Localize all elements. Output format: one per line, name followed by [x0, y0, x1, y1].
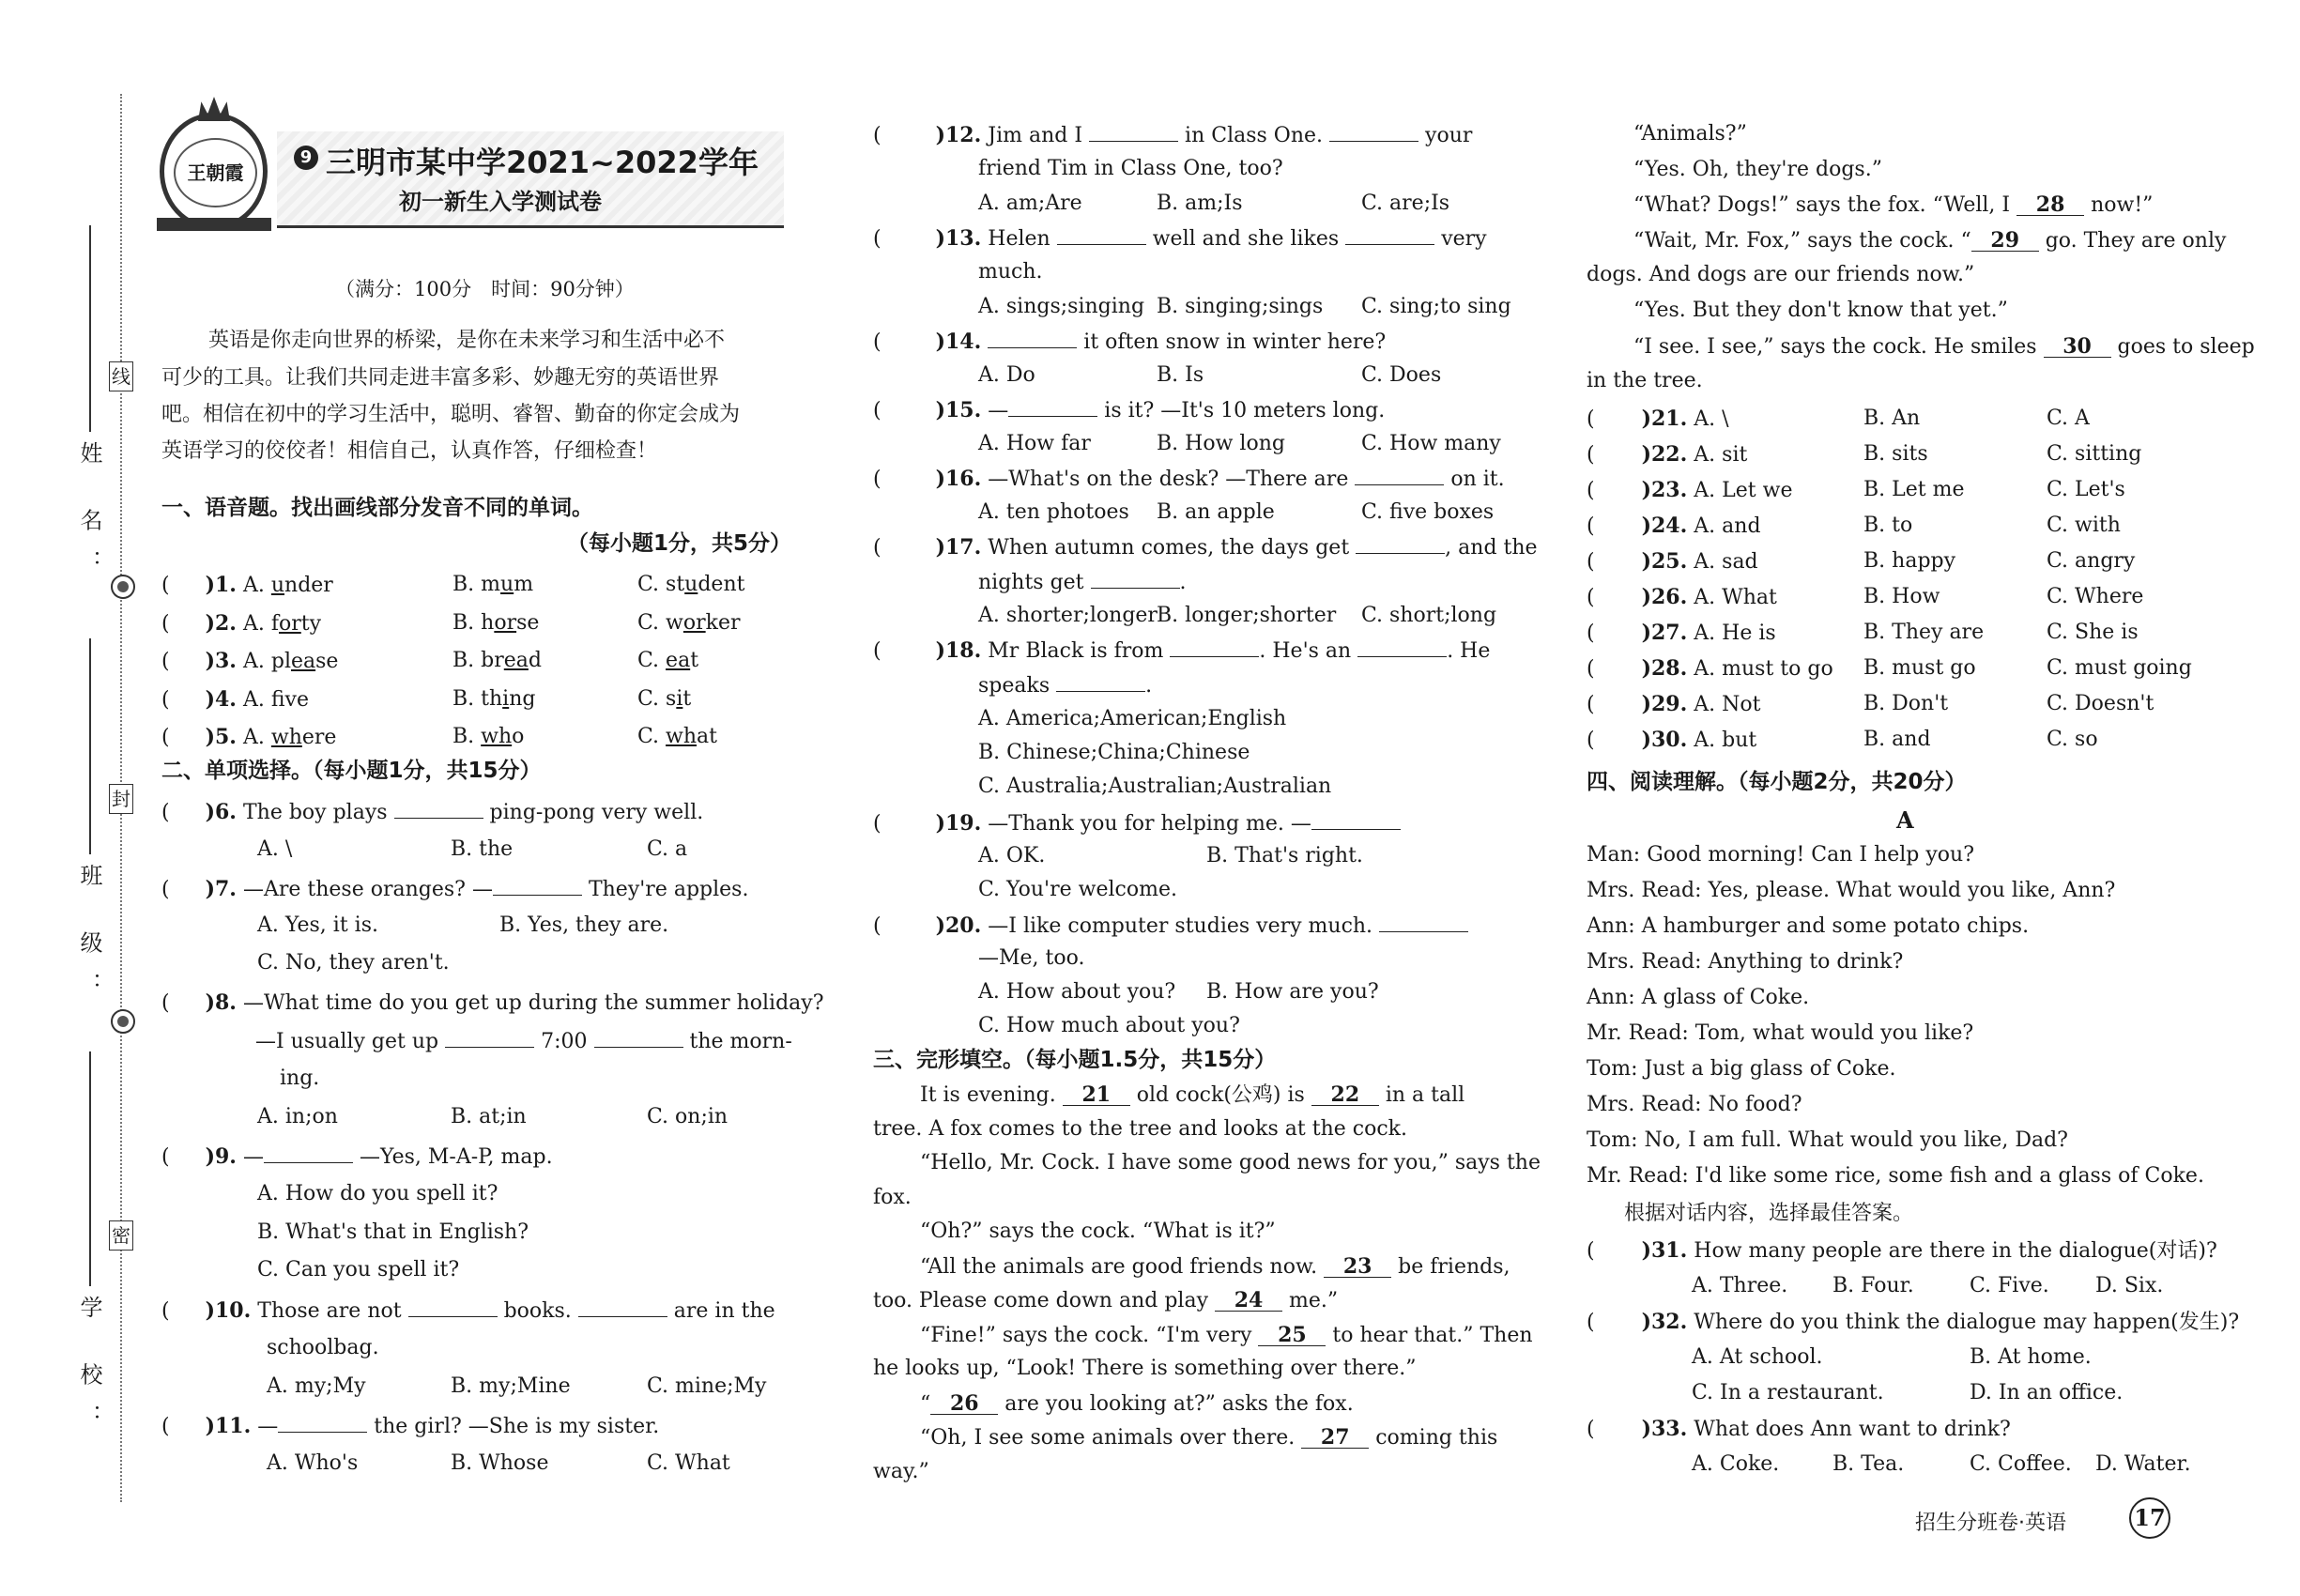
seal-char-seal: 封: [109, 784, 133, 814]
exam-subtitle: 初一新生入学测试卷: [399, 189, 602, 215]
option-a[interactable]: A. Coke.: [1692, 1452, 1780, 1476]
option-c[interactable]: C. A: [2047, 407, 2090, 430]
cloze-option-row: ( )26. A. What: [1587, 585, 1777, 609]
option-b[interactable]: B. What's that in English?: [257, 1220, 529, 1244]
blank[interactable]: [1089, 124, 1178, 142]
option-a[interactable]: A. Not: [1694, 693, 1761, 716]
question-10: ( )10. Those are not books. are in the: [161, 1298, 775, 1323]
question-6: ( )6. The boy plays ping-pong very well.: [161, 800, 704, 824]
question-16: ( )16. —What's on the desk? —There are on it.: [873, 467, 1505, 491]
option-c[interactable]: C. mine;My: [647, 1374, 767, 1398]
binding-hole-icon: [111, 575, 135, 599]
option-c[interactable]: C. Coffee.: [1970, 1452, 2072, 1476]
dialogue-line: Mr. Read: Tom, what would you like?: [1587, 1021, 1974, 1045]
phonetics-question: ( )3. A. please: [161, 649, 339, 673]
blank[interactable]: [1170, 639, 1259, 657]
passage-line: too. Please come down and play 24 me.”: [873, 1288, 1339, 1312]
passage-line: “Yes. But they don't know that yet.”: [1633, 299, 2008, 322]
logo-text: 王朝霞: [174, 138, 257, 207]
option-b[interactable]: B. Whose: [451, 1451, 549, 1475]
question-13: ( )13. Helen well and she likes very: [873, 226, 1487, 251]
option-b[interactable]: B. Is: [1157, 363, 1204, 387]
blank[interactable]: [1329, 124, 1418, 142]
blank[interactable]: [1355, 468, 1444, 485]
option-c[interactable]: C. Five.: [1970, 1274, 2049, 1297]
cloze-blank[interactable]: 30: [2044, 336, 2111, 358]
blank[interactable]: [408, 1299, 498, 1317]
seal-char-secret: 密: [109, 1220, 133, 1251]
dialogue-line: Man: Good morning! Can I help you?: [1587, 843, 1975, 867]
option-c[interactable]: C. No, they aren't.: [257, 951, 450, 974]
passage-line: “All the animals are good friends now. 23 be friends,: [920, 1253, 1510, 1279]
cloze-option-row: ( )23. A. Let we: [1587, 478, 1793, 502]
passage-line: “Yes. Oh, they're dogs.”: [1633, 157, 1882, 181]
option-c[interactable]: C. sing;to sing: [1361, 295, 1511, 318]
option-b[interactable]: B. must go: [1863, 656, 1976, 680]
phonetics-question: ( )1. A. under: [161, 573, 333, 597]
cloze-blank[interactable]: 22: [1311, 1084, 1379, 1106]
page-number: 17: [2129, 1497, 2170, 1539]
cloze-blank[interactable]: 25: [1258, 1325, 1326, 1346]
option-a[interactable]: A. where: [242, 726, 337, 749]
option-a[interactable]: A. Three.: [1692, 1274, 1788, 1297]
section-heading: 三、完形填空。（每小题1.5分，共15分）: [873, 1048, 1277, 1072]
phonetics-question: ( )5. A. where: [161, 725, 337, 749]
blank[interactable]: [264, 1145, 353, 1163]
section-heading: 二、单项选择。（每小题1分，共15分）: [161, 759, 542, 783]
dialogue-line: Mr. Read: I'd like some rice, some fish and a glass of Coke.: [1587, 1164, 2204, 1188]
option-a[interactable]: A. sings;singing: [978, 295, 1145, 318]
passage-line: “I see. I see,” says the cock. He smiles 30 goes to sleep: [1633, 333, 2255, 359]
passage-line: “ 26 are you looking at?” asks the fox.: [920, 1390, 1354, 1416]
cloze-blank[interactable]: 26: [930, 1393, 998, 1415]
option-c[interactable]: C. Can you spell it?: [257, 1258, 460, 1281]
passage-line: he looks up, “Look! There is something over there.”: [873, 1357, 1417, 1380]
question-19: ( )19. —Thank you for helping me. —: [873, 812, 1401, 835]
option-b[interactable]: B. who: [452, 725, 525, 748]
option-b[interactable]: B. At home.: [1970, 1345, 2092, 1369]
section-heading: 四、阅读理解。（每小题2分，共20分）: [1587, 770, 1967, 794]
option-d[interactable]: D. Six.: [2095, 1274, 2164, 1297]
option-b[interactable]: B. mum: [452, 573, 534, 596]
name-label: 姓 名：: [76, 441, 102, 591]
question-20-line2: —Me, too.: [978, 946, 1085, 970]
blank[interactable]: [1057, 227, 1146, 245]
option-b[interactable]: B. Chinese;China;Chinese: [978, 741, 1250, 764]
cloze-option-row: ( )24. A. and: [1587, 514, 1761, 538]
school-label: 学 校：: [76, 1296, 102, 1446]
option-a[interactable]: A. What: [1694, 586, 1777, 609]
cloze-blank[interactable]: 27: [1301, 1427, 1369, 1449]
dialogue-line: Tom: No, I am full. What would you like, Dad?: [1587, 1128, 2068, 1152]
option-b[interactable]: B. Let me: [1863, 478, 1965, 501]
option-b[interactable]: B. singing;sings: [1157, 295, 1324, 318]
option-b[interactable]: B. sits: [1863, 442, 1928, 466]
option-a[interactable]: A. Who's: [267, 1451, 359, 1475]
option-c[interactable]: C. How many: [1361, 432, 1501, 455]
blank[interactable]: [445, 1030, 534, 1048]
cloze-option-row: ( )27. A. He is: [1587, 621, 1776, 645]
option-a[interactable]: A. sit: [1694, 443, 1748, 467]
passage-line: “Oh, I see some animals over there. 27 coming this: [920, 1425, 1498, 1450]
question-18: ( )18. Mr Black is from . He's an . He: [873, 638, 1491, 663]
blank[interactable]: [1008, 399, 1097, 417]
option-a[interactable]: A. am;Are: [978, 192, 1082, 215]
intro-line: 英语学习的佼佼者！相信自己，认真作答，仔细检查！: [161, 439, 658, 463]
option-a[interactable]: A. must to go: [1694, 657, 1833, 681]
question-8-line3: ing.: [280, 1067, 320, 1090]
option-b[interactable]: B. horse: [452, 610, 540, 635]
intro-line: 吧。相信在初中的学习生活中，聪明、睿智、勤奋的你定会成为: [161, 403, 741, 426]
option-b[interactable]: B. How are you?: [1206, 980, 1379, 1004]
option-a[interactable]: A. please: [242, 650, 339, 673]
option-c[interactable]: C. eat: [637, 649, 699, 672]
option-b[interactable]: B. An: [1863, 407, 1921, 430]
option-b[interactable]: B. bread: [452, 649, 542, 672]
question-13-line2: much.: [978, 260, 1043, 284]
blank[interactable]: [1311, 812, 1401, 830]
option-c[interactable]: C. Where: [2047, 585, 2144, 608]
option-c[interactable]: C. with: [2047, 514, 2121, 537]
phonetics-question: ( )4. A. fve: [161, 686, 309, 712]
option-a[interactable]: A. He is: [1694, 622, 1776, 645]
blank[interactable]: [1356, 536, 1445, 554]
right-column: [1587, 0, 2255, 1596]
question-33: ( )33. What does Ann want to drink?: [1587, 1417, 2011, 1441]
option-c[interactable]: C. what: [637, 725, 718, 748]
blank[interactable]: [1379, 914, 1468, 932]
option-c[interactable]: C. Doesn't: [2047, 692, 2154, 715]
option-b[interactable]: B. thing: [452, 686, 536, 711]
phonetics-question: ( )2. A. forty: [161, 610, 322, 636]
option-a[interactable]: A. At school.: [1692, 1345, 1823, 1369]
option-c[interactable]: C. angry: [2047, 549, 2136, 573]
passage-line: “Wait, Mr. Fox,” says the cock. “ 29 go. They are only: [1633, 227, 2227, 253]
question-15: ( )15. — is it? —It's 10 meters long.: [873, 398, 1386, 422]
cloze-blank[interactable]: 29: [1971, 230, 2039, 252]
exam-title: 三明市某中学2021~2022学年: [326, 145, 759, 180]
option-c[interactable]: C. Australia;Australian;Australian: [978, 775, 1332, 798]
option-d[interactable]: D. Water.: [2095, 1452, 2191, 1476]
passage-line: “Oh?” says the cock. “What is it?”: [920, 1220, 1276, 1243]
option-b[interactable]: B. Yes, they are.: [499, 913, 669, 937]
blank[interactable]: [493, 878, 582, 896]
option-a[interactable]: A. sad: [1694, 550, 1758, 574]
option-a[interactable]: A. but: [1694, 729, 1757, 752]
option-c[interactable]: C. In a restaurant.: [1692, 1381, 1884, 1404]
option-b[interactable]: B. That's right.: [1206, 844, 1363, 867]
blank[interactable]: [1357, 639, 1447, 657]
passage-line: “What? Dogs!” says the fox. “Well, I 28 now!”: [1633, 192, 2154, 218]
option-b[interactable]: B. and: [1863, 728, 1931, 751]
dialogue-line: Ann: A hamburger and some potato chips.: [1587, 914, 2030, 938]
option-a[interactable]: A. my;My: [267, 1374, 366, 1398]
dialogue-line: Mrs. Read: Yes, please. What would you like, Ann?: [1587, 879, 2116, 902]
cloze-option-row: ( )29. A. Not: [1587, 692, 1761, 716]
intro-line: 可少的工具。让我们共同走进丰富多彩、妙趣无穷的英语世界: [161, 366, 720, 390]
option-a[interactable]: A. forty: [242, 611, 322, 636]
passage-line: way.”: [873, 1459, 929, 1483]
reading-instruction: 根据对话内容，选择最佳答案。: [1624, 1202, 1914, 1225]
cloze-option-row: ( )30. A. but: [1587, 728, 1757, 752]
option-d[interactable]: D. In an office.: [1970, 1381, 2124, 1404]
passage-line: “Fine!” says the cock. “I'm very 25 to hear that.” Then: [920, 1322, 1533, 1347]
option-b[interactable]: B. How: [1863, 585, 1940, 608]
dialogue-line: Ann: A glass of Coke.: [1587, 986, 1810, 1009]
option-c[interactable]: C. sit: [637, 686, 692, 711]
option-c[interactable]: C. short;long: [1361, 604, 1497, 627]
question-17-line2: nights get .: [978, 571, 1187, 594]
blank[interactable]: [1056, 674, 1145, 692]
cloze-option-row: ( )22. A. sit: [1587, 442, 1748, 467]
passage-line: It is evening. 21 old cock(公鸡) is 22 in a tall: [920, 1082, 1465, 1107]
option-c[interactable]: C. five boxes: [1361, 500, 1495, 524]
option-a[interactable]: A. How far: [978, 432, 1091, 455]
footer-label: 招生分班卷·英语: [1915, 1512, 2066, 1535]
option-b[interactable]: B. Tea.: [1832, 1452, 1905, 1476]
blank[interactable]: [278, 1415, 367, 1433]
option-b[interactable]: B. my;Mine: [451, 1374, 571, 1398]
left-column: [161, 0, 824, 1596]
option-b[interactable]: B. Don't: [1863, 692, 1949, 715]
blank[interactable]: [578, 1299, 667, 1317]
dialogue-line: Mrs. Read: Anything to drink?: [1587, 950, 1904, 974]
cloze-blank[interactable]: 24: [1215, 1290, 1282, 1312]
cloze-option-row: ( )28. A. must to go: [1587, 656, 1833, 681]
passage-line: dogs. And dogs are our friends now.”: [1587, 263, 1975, 287]
question-12: ( )12. Jim and I in Class One. your: [873, 123, 1473, 147]
intro-line: 英语是你走向世界的桥梁，是你在未来学习和生活中必不: [208, 329, 726, 352]
section-heading: 一、语音题。找出画线部分发音不同的单词。: [161, 496, 593, 520]
option-b[interactable]: B. Four.: [1832, 1274, 1914, 1297]
cloze-blank[interactable]: 23: [1324, 1256, 1391, 1278]
option-a[interactable]: A. Let we: [1694, 479, 1793, 502]
option-c[interactable]: C. Does: [1361, 363, 1442, 387]
option-a[interactable]: A. How do you spell it?: [257, 1182, 498, 1205]
option-a[interactable]: A. fve: [242, 687, 309, 712]
option-a[interactable]: A. OK.: [978, 844, 1046, 867]
class-field[interactable]: [89, 638, 91, 854]
question-12-line2: friend Tim in Class One, too?: [978, 157, 1283, 180]
score-time-info: （满分：100分 时间：90分钟）: [335, 278, 635, 300]
passage-line: fox.: [873, 1185, 912, 1209]
option-b[interactable]: B. at;in: [451, 1105, 527, 1128]
option-c[interactable]: C. How much about you?: [978, 1014, 1240, 1037]
option-c[interactable]: C. student: [637, 573, 745, 596]
option-a[interactable]: A. and: [1694, 514, 1761, 538]
section-points: （每小题1分，共5分）: [567, 531, 792, 556]
option-a[interactable]: A. ten photoes: [978, 500, 1129, 524]
question-14: ( )14. it often snow in winter here?: [873, 330, 1387, 354]
school-field[interactable]: [89, 1051, 91, 1286]
middle-column: [873, 0, 1541, 1596]
question-18-line2: speaks .: [978, 674, 1153, 698]
blank[interactable]: [594, 1030, 683, 1048]
passage-line: “Animals?”: [1633, 122, 1747, 146]
blank[interactable]: [988, 330, 1077, 348]
option-b[interactable]: B. an apple: [1157, 500, 1275, 524]
option-a[interactable]: A. in;on: [257, 1105, 338, 1128]
binding-hole-icon: [111, 1009, 135, 1034]
blank[interactable]: [1345, 227, 1434, 245]
option-a[interactable]: A. shorter;longer: [978, 604, 1158, 627]
option-c[interactable]: C. must going: [2047, 656, 2192, 680]
class-label: 班 级：: [76, 864, 102, 1014]
option-c[interactable]: C. on;in: [647, 1105, 728, 1128]
option-a[interactable]: A. under: [242, 574, 333, 597]
question-9: ( )9. — —Yes, M-A-P, map.: [161, 1144, 553, 1169]
option-a[interactable]: A. Yes, it is.: [257, 913, 378, 937]
cloze-option-row: ( )21. A. \: [1587, 407, 1729, 431]
passage-line: in the tree.: [1587, 369, 1703, 393]
passage-line: tree. A fox comes to the tree and looks at the cock.: [873, 1116, 1407, 1141]
option-c[interactable]: C. worker: [637, 610, 741, 635]
question-8: ( )8. —What time do you get up during the summer holiday?: [161, 990, 824, 1015]
option-c[interactable]: C. She is: [2047, 621, 2139, 644]
option-c[interactable]: C. What: [647, 1451, 730, 1475]
option-c[interactable]: C. You're welcome.: [978, 878, 1177, 901]
question-7: ( )7. —Are these oranges? — They're apples.: [161, 877, 749, 901]
option-b[interactable]: B. happy: [1863, 549, 1956, 573]
question-31: ( )31. How many people are there in the dialogue(对话)?: [1587, 1238, 2217, 1263]
seal-char-line: 线: [109, 361, 133, 391]
option-a[interactable]: A. How about you?: [978, 980, 1176, 1004]
option-c[interactable]: C. sitting: [2047, 442, 2142, 466]
option-a[interactable]: A. America;American;English: [978, 707, 1287, 730]
passage-label: A: [1896, 806, 1914, 834]
option-a[interactable]: A. Do: [978, 363, 1035, 387]
option-a[interactable]: A. \: [257, 837, 293, 861]
cloze-option-row: ( )25. A. sad: [1587, 549, 1758, 574]
exam-number-badge: 9: [294, 146, 318, 170]
name-field[interactable]: [89, 225, 91, 432]
blank[interactable]: [1091, 571, 1180, 589]
option-b[interactable]: B. longer;shorter: [1157, 604, 1337, 627]
option-a[interactable]: A. \: [1694, 407, 1729, 431]
option-b[interactable]: B. am;Is: [1157, 192, 1243, 215]
option-c[interactable]: C. a: [647, 837, 688, 861]
question-11: ( )11. — the girl? —She is my sister.: [161, 1414, 660, 1438]
passage-line: “Hello, Mr. Cock. I have some good news for you,” says the: [920, 1151, 1541, 1174]
option-b[interactable]: B. the: [451, 837, 514, 861]
dialogue-line: Mrs. Read: No food?: [1587, 1093, 1802, 1116]
cloze-blank[interactable]: 21: [1063, 1084, 1130, 1106]
question-10-line2: schoolbag.: [267, 1336, 379, 1359]
question-32: ( )32. Where do you think the dialogue may happen(发生)?: [1587, 1310, 2240, 1334]
option-c[interactable]: C. are;Is: [1361, 192, 1450, 215]
question-17: ( )17. When autumn comes, the days get , and the: [873, 535, 1538, 560]
option-c[interactable]: C. so: [2047, 728, 2098, 751]
cloze-blank[interactable]: 28: [2016, 194, 2084, 216]
option-c[interactable]: C. Let's: [2047, 478, 2125, 501]
option-b[interactable]: B. to: [1863, 514, 1913, 537]
option-b[interactable]: B. They are: [1863, 621, 1985, 644]
question-8-line2: —I usually get up 7:00 the morn-: [255, 1030, 792, 1053]
question-20: ( )20. —I like computer studies very much.: [873, 914, 1468, 937]
dialogue-line: Tom: Just a big glass of Coke.: [1587, 1057, 1896, 1081]
blank[interactable]: [394, 801, 483, 819]
option-b[interactable]: B. How long: [1157, 432, 1285, 455]
